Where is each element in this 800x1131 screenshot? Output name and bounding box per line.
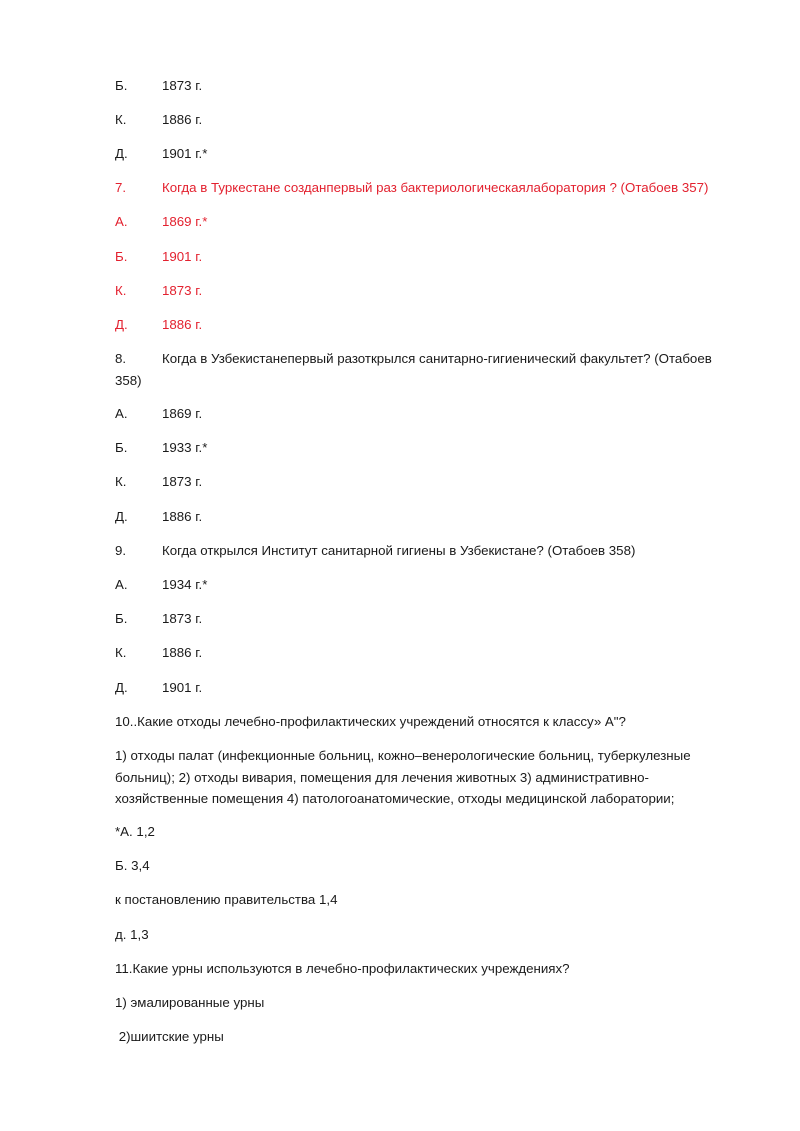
q7-option-d: Д. 1886 г. xyxy=(115,317,203,332)
q10-answer-b: Б. 3,4 xyxy=(115,858,150,873)
q8-question: 8. Когда в Узбекистанепервый разоткрылся санитарно-гигиенический факультет? (Отабоев 358) xyxy=(115,351,712,388)
q8-option-d: Д. 1886 г. xyxy=(115,509,203,524)
q7-option-b: Б. 1901 г. xyxy=(115,249,203,264)
q6-option-d: Д. 1901 г.* xyxy=(115,146,208,161)
q11-item-1: 1) эмалированные урны xyxy=(115,995,265,1010)
q10-answer-d: д. 1,3 xyxy=(115,927,149,942)
q7-option-k: К. 1873 г. xyxy=(115,283,203,298)
q9-option-a: А. 1934 г.* xyxy=(115,577,208,592)
q7-option-a: А. 1869 г.* xyxy=(115,214,208,229)
q8-option-k: К. 1873 г. xyxy=(115,474,203,489)
q9-option-k: К. 1886 г. xyxy=(115,645,203,660)
q10-answer-a: *А. 1,2 xyxy=(115,824,155,839)
q9-option-d: Д. 1901 г. xyxy=(115,680,203,695)
q9-question: 9. Когда открылся Институт санитарной гигиены в Узбекистане? (Отабоев 358) xyxy=(115,543,636,558)
q10-body: 1) отходы палат (инфекционные больниц, кожно–венерологические больниц, туберкулезные больниц); 2) отходы вивария, помещения для лечения животных 3) административно-хозяйственные помещения 4) патологоанатомические, отходы медицинской лаборатории; xyxy=(115,748,691,806)
q8-option-a: А. 1869 г. xyxy=(115,406,203,421)
q7-question: 7. Когда в Туркестане созданпервый раз бактериологическаялаборатория ? (Отабоев 357) xyxy=(115,180,709,195)
q9-option-b: Б. 1873 г. xyxy=(115,611,203,626)
q6-option-b: Б. 1873 г. xyxy=(115,78,203,93)
q11-question: 11.Какие урны используются в лечебно-профилактических учреждениях? xyxy=(115,961,570,976)
q11-item-2: 2)шиитские урны xyxy=(115,1029,224,1044)
q6-option-k: К. 1886 г. xyxy=(115,112,203,127)
q10-answer-c: к постановлению правительства 1,4 xyxy=(115,892,338,907)
q8-option-b: Б. 1933 г.* xyxy=(115,440,208,455)
q10-question: 10..Какие отходы лечебно-профилактических учреждений относятся к классу» А"? xyxy=(115,714,626,729)
